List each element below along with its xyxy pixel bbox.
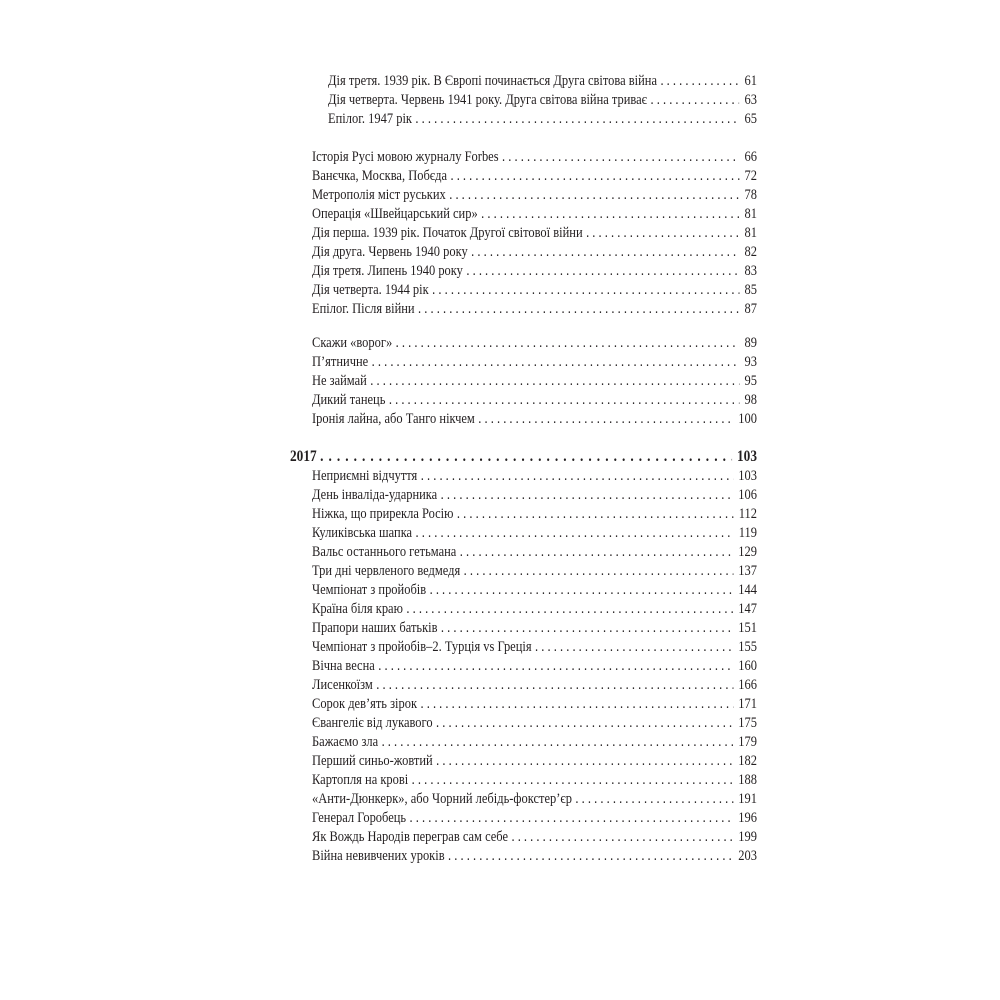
toc-entry <box>312 372 757 390</box>
dot-leader <box>449 186 739 204</box>
toc-entry-title: Прапори наших батьків <box>312 620 438 636</box>
dot-leader <box>502 148 739 166</box>
toc-entry <box>312 486 757 504</box>
toc-entry-title: 2017 <box>290 448 317 465</box>
dot-leader <box>370 372 739 390</box>
toc-entry <box>312 790 757 808</box>
toc-entry-page-number: 78 <box>744 187 757 203</box>
toc-entry-page-number: 144 <box>738 582 757 598</box>
toc-entry <box>312 771 757 789</box>
toc-entry-title: Війна невивчених уроків <box>312 848 445 864</box>
toc-entry-title: Куликівська шапка <box>312 525 413 541</box>
dot-leader <box>406 600 733 618</box>
toc-entry <box>312 695 757 713</box>
toc-entry-title: Не займай <box>312 373 367 389</box>
toc-entry-page-number: 179 <box>738 734 757 750</box>
toc-entry-title: Країна біля краю <box>312 601 403 617</box>
toc-entry-title: Як Вождь Народів переграв сам себе <box>312 829 509 845</box>
dot-leader <box>430 581 734 599</box>
toc-entry-page-number: 151 <box>738 620 757 636</box>
toc-entry-page-number: 82 <box>744 244 757 260</box>
toc-entry-page-number: 63 <box>744 92 757 108</box>
toc-entry <box>312 186 757 204</box>
toc-entry-title: Бажаємо зла <box>312 734 379 750</box>
toc-entry-title: Ніжка, що прирекла Росію <box>312 506 454 522</box>
toc-entry-title: Генерал Горобець <box>312 810 407 826</box>
toc-entry-page-number: 87 <box>744 301 757 317</box>
toc-entry-title: Дія перша. 1939 рік. Початок Другої світової війни <box>312 225 583 241</box>
toc-entry <box>312 619 757 637</box>
dot-leader <box>478 410 733 428</box>
toc-entry-title: Чемпіонат з пройобів <box>312 582 427 598</box>
toc-entry-title: Лисенкоїзм <box>312 677 373 693</box>
toc-entry <box>312 657 757 675</box>
toc-entry-page-number: 83 <box>744 263 757 279</box>
toc-entry <box>328 72 757 90</box>
dot-leader <box>481 205 739 223</box>
toc-entry <box>312 543 757 561</box>
toc-entry-page-number: 61 <box>744 73 757 89</box>
toc-entry <box>312 148 757 166</box>
dot-leader <box>448 847 733 865</box>
toc-entry-title: Ванєчка, Москва, Побєда <box>312 168 448 184</box>
toc-entry-title: Вічна весна <box>312 658 375 674</box>
toc-entry-title: Дія четверта. 1944 рік <box>312 282 429 298</box>
toc-entry-page-number: 72 <box>744 168 757 184</box>
toc-entry-page-number: 95 <box>744 373 757 389</box>
toc-entry-page-number: 171 <box>738 696 757 712</box>
toc-entry-title: Метрополія міст руських <box>312 187 446 203</box>
toc-entry <box>312 391 757 409</box>
dot-leader <box>378 657 733 675</box>
toc-entry <box>312 505 757 523</box>
dot-leader <box>511 828 733 846</box>
toc-entry-page-number: 66 <box>744 149 757 165</box>
toc-entry <box>312 733 757 751</box>
toc-entry <box>312 676 757 694</box>
toc-entry-title: Чемпіонат з пройобів–2. Турція vs Греція <box>312 639 532 655</box>
dot-leader <box>464 562 733 580</box>
dot-leader <box>410 809 734 827</box>
toc-entry <box>312 224 757 242</box>
toc-entry-page-number: 175 <box>738 715 757 731</box>
toc-entry-page-number: 89 <box>744 335 757 351</box>
dot-leader <box>376 676 733 694</box>
toc-entry-page-number: 98 <box>744 392 757 408</box>
toc-entry <box>312 300 757 318</box>
toc-entry <box>312 809 757 827</box>
toc-entry <box>312 847 757 865</box>
toc-entry <box>312 467 757 485</box>
toc-entry-page-number: 155 <box>738 639 757 655</box>
toc-entry-page-number: 81 <box>744 225 757 241</box>
dot-leader <box>460 543 733 561</box>
dot-leader <box>432 281 739 299</box>
toc-entry-page-number: 100 <box>738 411 757 427</box>
toc-entry <box>312 638 757 656</box>
dot-leader <box>457 505 734 523</box>
toc-entry-title: Три дні червленого ведмедя <box>312 563 461 579</box>
toc-entry-title: Сорок дев’ять зірок <box>312 696 418 712</box>
toc-entry-page-number: 191 <box>738 791 757 807</box>
toc-entry-page-number: 112 <box>738 506 757 522</box>
toc-entry <box>312 281 757 299</box>
toc-entry <box>312 243 757 261</box>
dot-leader <box>382 733 734 751</box>
toc-entry <box>328 110 757 128</box>
toc-entry-title: День інваліда-ударника <box>312 487 438 503</box>
dot-leader <box>650 91 739 109</box>
toc-entry-page-number: 93 <box>744 354 757 370</box>
toc-entry-page-number: 81 <box>744 206 757 222</box>
toc-entry-page-number: 196 <box>738 810 757 826</box>
toc-entry-title: Дія третя. 1939 рік. В Європі починається Друга світова війна <box>328 73 658 89</box>
toc-entry <box>312 410 757 428</box>
toc-entry-page-number: 85 <box>744 282 757 298</box>
toc-entry <box>312 334 757 352</box>
toc-entry-page-number: 203 <box>738 848 757 864</box>
toc-entry <box>312 714 757 732</box>
toc-entry <box>328 91 757 109</box>
dot-leader <box>466 262 739 280</box>
dot-leader <box>412 771 733 789</box>
toc-entry-page-number: 103 <box>738 468 757 484</box>
toc-entry <box>312 205 757 223</box>
toc-entry-page-number: 129 <box>738 544 757 560</box>
toc-entry <box>312 828 757 846</box>
toc-entry <box>312 353 757 371</box>
toc-entry-title: Євангеліє від лукавого <box>312 715 433 731</box>
dot-leader <box>450 167 739 185</box>
toc-entry-page-number: 188 <box>738 772 757 788</box>
toc-entry <box>312 562 757 580</box>
toc-entry-title: Перший синьо-жовтий <box>312 753 433 769</box>
dot-leader <box>420 695 733 713</box>
toc-entry-title: Дикий танець <box>312 392 386 408</box>
toc-entry-page-number: 182 <box>738 753 757 769</box>
toc-entry-page-number: 160 <box>738 658 757 674</box>
dot-leader <box>441 619 733 637</box>
toc-entry <box>312 167 757 185</box>
dot-leader <box>320 448 732 466</box>
toc-entry-page-number: 166 <box>738 677 757 693</box>
dot-leader <box>415 110 739 128</box>
toc-entry-page-number: 119 <box>738 525 757 541</box>
toc-entry <box>312 752 757 770</box>
dot-leader <box>418 300 739 318</box>
toc-entry <box>312 524 757 542</box>
dot-leader <box>441 486 733 504</box>
toc-entry-title: Вальс останнього гетьмана <box>312 544 457 560</box>
toc-entry-title: Епілог. 1947 рік <box>328 111 412 127</box>
toc-entry-title: Скажи «ворог» <box>312 335 393 351</box>
dot-leader <box>389 391 740 409</box>
toc-entry-title: Епілог. Після війни <box>312 301 415 317</box>
dot-leader <box>586 224 739 242</box>
dot-leader <box>396 334 740 352</box>
toc-entry-title: «Анти-Дюнкерк», або Чорний лебідь-фокстер’єр <box>312 791 572 807</box>
dot-leader <box>660 72 739 90</box>
toc-entry-title: Дія третя. Липень 1940 року <box>312 263 463 279</box>
toc-entry-page-number: 65 <box>744 111 757 127</box>
dot-leader <box>436 714 733 732</box>
dot-leader <box>471 243 739 261</box>
toc-entry <box>312 600 757 618</box>
toc-section-heading <box>290 448 757 466</box>
toc-entry-page-number: 137 <box>738 563 757 579</box>
dot-leader <box>436 752 733 770</box>
toc-entry-title: Операція «Швейцарський сир» <box>312 206 478 222</box>
toc-entry-title: Неприємні відчуття <box>312 468 418 484</box>
toc-entry-title: Дія друга. Червень 1940 року <box>312 244 468 260</box>
toc-entry-page-number: 106 <box>738 487 757 503</box>
toc-entry-title: Картопля на крові <box>312 772 409 788</box>
toc-entry-title: Іронія лайна, або Танго нікчем <box>312 411 475 427</box>
dot-leader <box>421 467 733 485</box>
toc-entry-title: Дія четверта. Червень 1941 року. Друга світова війна триває <box>328 92 648 108</box>
dot-leader <box>372 353 740 371</box>
toc-entry-page-number: 199 <box>738 829 757 845</box>
dot-leader <box>535 638 733 656</box>
toc-entry-page-number: 103 <box>736 448 757 465</box>
toc-entry-title: П’ятничне <box>312 354 369 370</box>
dot-leader <box>575 790 733 808</box>
toc-entry-title: Історія Русі мовою журналу Forbes <box>312 149 499 165</box>
toc-entry-page-number: 147 <box>738 601 757 617</box>
dot-leader <box>416 524 734 542</box>
toc-entry <box>312 262 757 280</box>
toc-entry <box>312 581 757 599</box>
